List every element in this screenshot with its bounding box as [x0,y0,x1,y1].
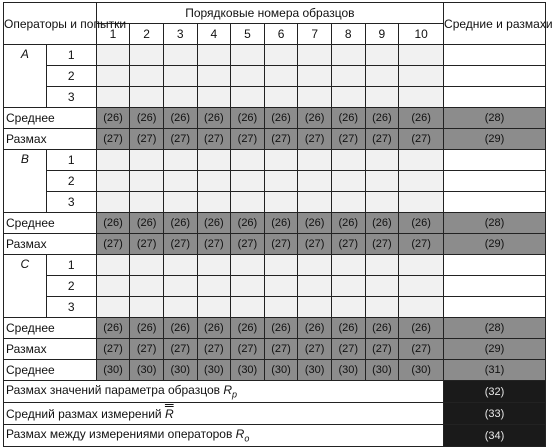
range-code: (27) [298,339,332,360]
mean-code: (26) [231,108,265,129]
measurement-cell [399,45,444,66]
mean-row [4,213,546,234]
measurement-cell [399,255,444,276]
range-code: (27) [331,339,365,360]
measurement-cell [130,87,164,108]
range-code: (27) [231,339,265,360]
measurement-cell [231,192,265,213]
measurement-cell [197,66,231,87]
measurement-cell [331,192,365,213]
measurement-cell [163,45,197,66]
measurement-cell [231,150,265,171]
measurement-cell [298,66,332,87]
mean-code: (26) [130,318,164,339]
trial-row [4,171,546,192]
measurement-cell [197,192,231,213]
samples-header: Порядковые номера образцов [96,3,443,24]
measurement-cell [399,66,444,87]
mean-code: (26) [399,318,444,339]
trial-row [4,45,546,66]
average-cell [444,255,546,276]
measurement-cell [163,171,197,192]
range-label: Размах [4,234,97,255]
average-cell [444,297,546,318]
measurement-cell [298,255,332,276]
measurement-cell [231,66,265,87]
measurement-cell [197,255,231,276]
trial-row [4,255,546,276]
sample-number: 6 [264,24,298,45]
overall-mean-code: (30) [163,360,197,381]
sample-number: 9 [365,24,399,45]
measurement-cell [163,276,197,297]
mean-code: (26) [231,318,265,339]
measurement-cell [298,45,332,66]
mean-label: Среднее [4,213,97,234]
range-row [4,339,546,360]
measurement-cell [231,297,265,318]
measurement-cell [231,171,265,192]
summary-row [4,381,546,403]
summary-row [4,403,546,425]
measurement-cell [399,171,444,192]
summary-text: Размах между измерениями операторов [6,427,236,442]
measurement-cell [331,276,365,297]
range-total-code: (29) [444,339,546,360]
measurement-cell [231,255,265,276]
sheet-body [4,3,553,447]
measurement-cell [264,150,298,171]
operators-header: Операторы и попытки [4,3,97,45]
range-code: (27) [399,339,444,360]
mean-code: (26) [365,213,399,234]
measurement-cell [365,45,399,66]
mean-code: (26) [197,318,231,339]
mean-code: (26) [264,213,298,234]
range-code: (27) [365,339,399,360]
trial-number: 2 [46,171,96,192]
measurement-cell [130,255,164,276]
trial-number: 3 [46,297,96,318]
summary-subscript: o [244,433,250,444]
measurement-cell [399,192,444,213]
range-code: (27) [197,129,231,150]
measurement-cell [365,297,399,318]
averages-header: Средние и размахи [444,3,546,45]
average-cell [444,87,546,108]
mean-code: (26) [231,213,265,234]
measurement-cell [365,150,399,171]
measurement-cell [298,276,332,297]
mean-total-code: (28) [444,213,546,234]
measurement-cell [264,87,298,108]
range-row [4,129,546,150]
measurement-cell [331,66,365,87]
average-cell [444,66,546,87]
measurement-cell [197,171,231,192]
range-total-code: (29) [444,129,546,150]
measurement-cell [264,255,298,276]
mean-code: (26) [331,213,365,234]
range-code: (27) [298,129,332,150]
mean-code: (26) [130,213,164,234]
mean-total-code: (28) [444,318,546,339]
mean-code: (26) [264,318,298,339]
measurement-cell [96,171,130,192]
measurement-cell [197,276,231,297]
overall-mean-code: (30) [96,360,130,381]
range-code: (27) [298,234,332,255]
average-cell [444,45,546,66]
average-cell [444,192,546,213]
range-code: (27) [231,129,265,150]
measurement-cell [331,150,365,171]
average-cell [444,276,546,297]
measurement-cell [298,87,332,108]
measurement-cell [365,276,399,297]
operator-label: C [4,255,47,318]
sample-number: 8 [331,24,365,45]
measurement-cell [231,45,265,66]
measurement-cell [163,87,197,108]
measurement-cell [331,45,365,66]
sample-number: 3 [163,24,197,45]
range-code: (27) [163,234,197,255]
measurement-cell [163,255,197,276]
measurement-cell [96,276,130,297]
measurement-cell [96,150,130,171]
measurement-sheet [3,2,553,447]
summary-code: (34) [444,425,546,447]
range-code: (27) [264,339,298,360]
measurement-cell [298,192,332,213]
summary-text: Размах значений параметра образцов [6,383,224,398]
operator-label: B [4,150,47,213]
mean-code: (26) [96,213,130,234]
sample-number: 4 [197,24,231,45]
overall-mean-code: (30) [298,360,332,381]
summary-label [4,425,444,447]
measurement-cell [96,45,130,66]
measurement-cell [331,297,365,318]
range-total-code: (29) [444,234,546,255]
measurement-cell [130,45,164,66]
operator-label: A [4,45,47,108]
measurement-cell [399,87,444,108]
measurement-cell [163,150,197,171]
range-code: (27) [197,339,231,360]
range-code: (27) [399,129,444,150]
measurement-cell [264,276,298,297]
mean-code: (26) [163,213,197,234]
mean-code: (26) [197,213,231,234]
summary-label [4,403,444,425]
mean-code: (26) [197,108,231,129]
range-code: (27) [96,234,130,255]
trial-row [4,276,546,297]
average-cell [444,150,546,171]
measurement-cell [96,255,130,276]
measurement-cell [264,45,298,66]
range-code: (27) [331,234,365,255]
summary-symbol: R [223,383,233,398]
measurement-cell [163,66,197,87]
overall-mean-code: (30) [197,360,231,381]
sample-number: 2 [130,24,164,45]
trial-row [4,87,546,108]
range-code: (27) [365,234,399,255]
mean-code: (26) [96,108,130,129]
range-code: (27) [399,234,444,255]
range-row [4,234,546,255]
measurement-cell [331,171,365,192]
mean-code: (26) [130,108,164,129]
measurement-cell [264,171,298,192]
average-cell [444,171,546,192]
mean-code: (26) [365,108,399,129]
overall-mean-label: Среднее [4,360,97,381]
mean-code: (26) [163,108,197,129]
overall-mean-code: (30) [264,360,298,381]
measurement-cell [331,255,365,276]
range-code: (27) [163,129,197,150]
range-code: (27) [96,129,130,150]
measurement-cell [96,87,130,108]
range-code: (27) [197,234,231,255]
measurement-cell [365,87,399,108]
trial-number: 2 [46,66,96,87]
measurement-cell [197,45,231,66]
summary-subscript: p [232,389,238,400]
range-code: (27) [231,234,265,255]
measurement-cell [365,66,399,87]
range-code: (27) [130,339,164,360]
trial-number: 1 [46,255,96,276]
summary-label [4,381,444,403]
mean-row [4,318,546,339]
measurement-cell [399,297,444,318]
measurement-cell [197,87,231,108]
sample-number: 7 [298,24,332,45]
trial-row [4,150,546,171]
overall-mean-code: (30) [130,360,164,381]
mean-code: (26) [96,318,130,339]
measurement-cell [365,192,399,213]
measurement-cell [130,66,164,87]
trial-number: 3 [46,87,96,108]
overall-mean-total-code: (31) [444,360,546,381]
range-code: (27) [130,234,164,255]
overall-mean-code: (30) [331,360,365,381]
measurement-cell [365,171,399,192]
range-code: (27) [365,129,399,150]
sample-number: 1 [96,24,130,45]
range-label: Размах [4,339,97,360]
mean-label: Среднее [4,108,97,129]
measurement-cell [298,171,332,192]
range-code: (27) [264,129,298,150]
mean-code: (26) [331,318,365,339]
measurement-cell [331,87,365,108]
measurement-cell [96,192,130,213]
measurement-cell [96,297,130,318]
mean-code: (26) [298,213,332,234]
measurement-cell [399,276,444,297]
summary-row [4,425,546,447]
range-code: (27) [264,234,298,255]
measurement-cell [298,297,332,318]
measurement-cell [130,150,164,171]
trial-row [4,66,546,87]
mean-code: (26) [163,318,197,339]
range-code: (27) [331,129,365,150]
overall-mean-code: (30) [399,360,444,381]
range-label: Размах [4,129,97,150]
summary-code: (32) [444,381,546,403]
overall-mean-code: (30) [365,360,399,381]
measurement-cell [96,66,130,87]
mean-code: (26) [298,318,332,339]
range-code: (27) [130,129,164,150]
trial-row [4,297,546,318]
measurement-cell [399,150,444,171]
sample-number: 5 [231,24,265,45]
measurement-cell [264,297,298,318]
summary-symbol: R [235,427,245,442]
mean-code: (26) [264,108,298,129]
measurement-cell [197,150,231,171]
header-row [4,3,546,24]
measurement-cell [264,66,298,87]
overall-mean-row [4,360,546,381]
measurement-cell [197,297,231,318]
overall-mean-code: (30) [231,360,265,381]
sample-number: 10 [399,24,444,45]
mean-row [4,108,546,129]
measurement-cell [130,276,164,297]
measurement-cell [130,297,164,318]
mean-label: Среднее [4,318,97,339]
mean-code: (26) [365,318,399,339]
mean-code: (26) [399,213,444,234]
measurement-cell [163,297,197,318]
trial-row [4,192,546,213]
mean-code: (26) [399,108,444,129]
measurement-cell [163,192,197,213]
measurement-cell [130,171,164,192]
measurement-cell [264,192,298,213]
measurement-cell [130,192,164,213]
summary-code: (33) [444,403,546,425]
trial-number: 3 [46,192,96,213]
range-code: (27) [163,339,197,360]
trial-number: 2 [46,276,96,297]
measurement-cell [365,255,399,276]
trial-number: 1 [46,150,96,171]
measurement-cell [298,150,332,171]
range-code: (27) [96,339,130,360]
summary-symbol: R [164,406,174,421]
mean-code: (26) [298,108,332,129]
trial-number: 1 [46,45,96,66]
summary-text: Средний размах измерений [6,406,165,421]
mean-total-code: (28) [444,108,546,129]
mean-code: (26) [331,108,365,129]
measurement-cell [231,87,265,108]
measurement-cell [231,276,265,297]
